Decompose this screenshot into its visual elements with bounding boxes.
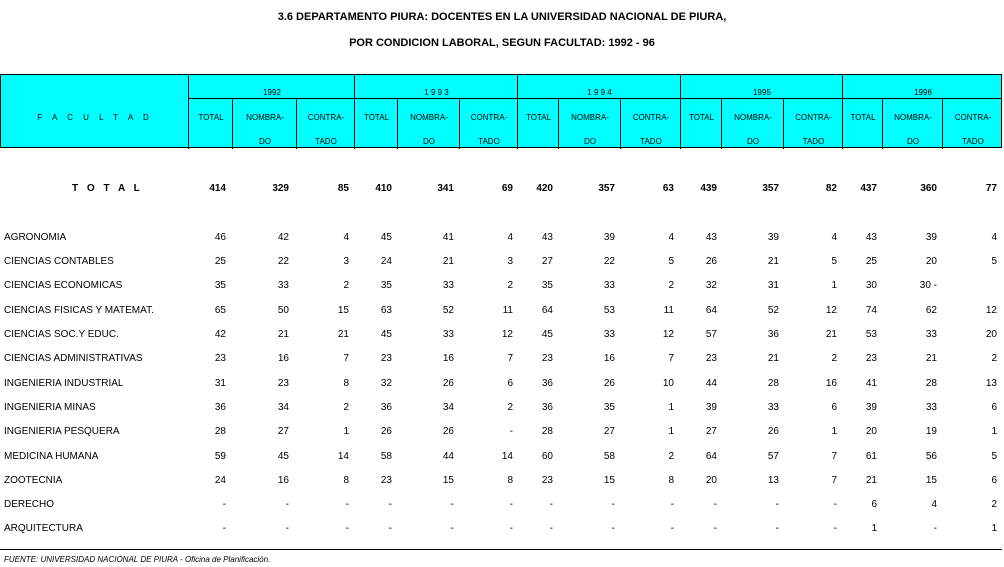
table-cell: 21 (865, 475, 877, 486)
table-cell: 64 (705, 305, 717, 316)
header-total: TOTAL (363, 113, 390, 122)
table-cell: 5 (991, 451, 997, 462)
table-cell: 57 (767, 451, 779, 462)
table-row (0, 280, 1004, 294)
table-cell: 1 (991, 426, 997, 437)
year-underline (680, 98, 842, 99)
table-cell: 39 (705, 402, 717, 413)
table-cell: 2 (668, 451, 674, 462)
table-cell: 16 (442, 353, 454, 364)
table-cell: 33 (442, 329, 454, 340)
table-cell: 25 (865, 256, 877, 267)
table-cell: 21 (442, 256, 454, 267)
table-cell: 36 (541, 378, 553, 389)
table-cell: 4 (931, 499, 937, 510)
table-cell: 44 (442, 451, 454, 462)
table-cell: - (345, 499, 349, 510)
year-underline (842, 98, 1002, 99)
row-faculty-name: MEDICINA HUMANA (4, 451, 99, 462)
table-cell: 43 (541, 232, 553, 243)
table-cell: 3 (507, 256, 513, 267)
table-cell: 7 (343, 353, 349, 364)
table-cell: 23 (541, 353, 553, 364)
header-contratado-2: TADO (962, 137, 984, 146)
table-row (0, 305, 1004, 319)
table-cell: 20 (985, 329, 997, 340)
table-cell: 420 (536, 183, 553, 194)
table-cell: 69 (501, 183, 513, 194)
table-cell: 13 (985, 378, 997, 389)
table-cell: 82 (825, 183, 837, 194)
table-cell: 26 (442, 378, 454, 389)
table-cell: 27 (541, 256, 553, 267)
table-cell: 1 (991, 523, 997, 534)
table-cell: 34 (277, 402, 289, 413)
header-nombrado-2: DO (907, 137, 919, 146)
table-cell: 52 (767, 305, 779, 316)
table-cell: 62 (925, 305, 937, 316)
row-faculty-name: AGRONOMIA (4, 232, 67, 243)
table-cell: 32 (380, 378, 392, 389)
table-cell: - (670, 499, 674, 510)
table-cell: 15 (603, 475, 615, 486)
year-label: 1 9 9 3 (424, 88, 449, 97)
year-underline (188, 98, 354, 99)
table-cell: 63 (662, 183, 674, 194)
table-cell: - (509, 426, 513, 437)
table-cell: 20 (705, 475, 717, 486)
table-cell: 2 (343, 280, 349, 291)
header-nombrado-1: NOMBRA- (734, 113, 772, 122)
table-cell: - (833, 499, 837, 510)
table-cell: 33 (925, 329, 937, 340)
header-contratado-2: TADO (315, 137, 337, 146)
source-note: FUENTE: UNIVERSIDAD NACIONAL DE PIURA - Oficina de Planificación. (4, 555, 271, 564)
table-cell: 20 (925, 256, 937, 267)
table-cell: 33 (603, 280, 615, 291)
table-cell: 12 (985, 305, 997, 316)
table-cell: 14 (337, 451, 349, 462)
header-contratado-1: CONTRA- (307, 113, 345, 122)
table-cell: 2 (668, 280, 674, 291)
table-cell: 39 (865, 402, 877, 413)
table-cell: 57 (705, 329, 717, 340)
header-nombrado-1: NOMBRA- (894, 113, 932, 122)
header-nombrado-2: DO (423, 137, 435, 146)
row-faculty-name: CIENCIAS ECONOMICAS (4, 280, 123, 291)
row-faculty-name: INGENIERIA INDUSTRIAL (4, 378, 124, 389)
table-cell: 39 (925, 232, 937, 243)
table-cell: 2 (831, 353, 837, 364)
table-cell: 437 (860, 183, 877, 194)
table-cell: 6 (507, 378, 513, 389)
table-cell: 2 (507, 280, 513, 291)
header-contratado-2: TADO (802, 137, 825, 146)
table-cell: 12 (825, 305, 837, 316)
table-cell: - (549, 499, 553, 510)
table-cell: 64 (541, 305, 553, 316)
table-cell: 6 (871, 499, 877, 510)
header-nombrado-2: DO (259, 137, 271, 146)
header-total: TOTAL (688, 113, 715, 122)
year-divider (517, 75, 518, 149)
table-cell: 33 (767, 402, 779, 413)
table-cell: 33 (277, 280, 289, 291)
table-cell: 414 (209, 183, 226, 194)
table-cell: - (388, 499, 392, 510)
table-cell: 21 (825, 329, 837, 340)
row-faculty-name: CIENCIAS ADMINISTRATIVAS (4, 353, 143, 364)
table-cell: - (549, 523, 553, 534)
year-underline (517, 98, 680, 99)
table-cell: - (222, 523, 226, 534)
table-cell: 35 (541, 280, 553, 291)
table-cell: 33 (603, 329, 615, 340)
table-cell: 26 (603, 378, 615, 389)
table-cell: 44 (705, 378, 717, 389)
table-cell: 16 (603, 353, 615, 364)
footer-divider (0, 549, 1002, 550)
table-cell: 28 (767, 378, 779, 389)
table-cell: - (713, 499, 717, 510)
header-nombrado-1: NOMBRA- (410, 113, 448, 122)
table-cell: 45 (541, 329, 553, 340)
table-cell: 50 (277, 305, 289, 316)
row-faculty-name: ZOOTECNIA (4, 475, 63, 486)
table-cell: 22 (603, 256, 615, 267)
table-cell: 36 (541, 402, 553, 413)
table-cell: 28 (541, 426, 553, 437)
table-cell: 8 (343, 475, 349, 486)
table-row (0, 451, 1004, 465)
table-cell: 4 (343, 232, 349, 243)
table-row (0, 402, 1004, 416)
table-cell: 21 (767, 256, 779, 267)
table-cell: - (611, 523, 615, 534)
table-cell: 5 (668, 256, 674, 267)
table-cell: 357 (598, 183, 615, 194)
table-cell: 1 (831, 280, 837, 291)
table-cell: 4 (668, 232, 674, 243)
table-cell: - (775, 499, 779, 510)
table-cell: - (450, 523, 454, 534)
table-row (0, 475, 1004, 489)
table-cell: 8 (343, 378, 349, 389)
table-cell: 42 (277, 232, 289, 243)
table-cell: - (222, 499, 226, 510)
table-cell: 410 (375, 183, 392, 194)
table-row (0, 378, 1004, 392)
table-cell: - (509, 523, 513, 534)
table-cell: 15 (337, 305, 349, 316)
table-cell: 1 (343, 426, 349, 437)
table-cell: 30 - (919, 280, 937, 291)
header-contratado-2: TADO (478, 137, 500, 146)
table-cell: 21 (337, 329, 349, 340)
header-contratado-1: CONTRA- (795, 113, 832, 122)
table-cell: 1 (668, 402, 674, 413)
table-cell: 19 (925, 426, 937, 437)
table-cell: 42 (214, 329, 226, 340)
table-title-line-2: POR CONDICION LABORAL, SEGUN FACULTAD: 1992 - 96 (349, 37, 655, 49)
year-label: 1996 (914, 88, 932, 97)
table-cell: 32 (705, 280, 717, 291)
table-cell: 21 (925, 353, 937, 364)
table-cell: 5 (831, 256, 837, 267)
table-cell: 11 (502, 305, 513, 316)
table-cell: 26 (767, 426, 779, 437)
table-cell: 28 (925, 378, 937, 389)
table-row (0, 256, 1004, 270)
table-cell: - (833, 523, 837, 534)
year-label: 1995 (753, 88, 771, 97)
table-cell: 23 (214, 353, 226, 364)
table-cell: 12 (501, 329, 513, 340)
totals-row (0, 183, 1004, 197)
table-cell: 36 (767, 329, 779, 340)
year-divider (188, 75, 189, 149)
table-cell: 1 (871, 523, 877, 534)
table-cell: 6 (831, 402, 837, 413)
table-cell: 26 (705, 256, 717, 267)
table-cell: 26 (442, 426, 454, 437)
table-row (0, 523, 1004, 537)
header-nombrado-1: NOMBRA- (246, 113, 284, 122)
table-cell: 33 (442, 280, 454, 291)
header-total: TOTAL (850, 113, 876, 122)
table-cell: 58 (603, 451, 615, 462)
table-cell: 15 (442, 475, 454, 486)
header-contratado-1: CONTRA- (470, 113, 508, 122)
table-cell: 21 (767, 353, 779, 364)
table-cell: 4 (831, 232, 837, 243)
table-cell: 23 (705, 353, 717, 364)
table-cell: 360 (920, 183, 937, 194)
table-cell: 2 (991, 353, 997, 364)
year-label: 1992 (263, 88, 281, 97)
table-cell: 24 (380, 256, 392, 267)
header-total: TOTAL (525, 113, 552, 122)
header-nombrado-1: NOMBRA- (571, 113, 609, 122)
table-cell: 341 (437, 183, 454, 194)
table-cell: 20 (865, 426, 877, 437)
table-cell: 21 (277, 329, 289, 340)
table-cell: 27 (277, 426, 289, 437)
table-cell: 36 (380, 402, 392, 413)
table-cell: 53 (603, 305, 615, 316)
table-cell: 60 (541, 451, 553, 462)
table-cell: 43 (865, 232, 877, 243)
table-cell: 5 (991, 256, 997, 267)
table-cell: 13 (767, 475, 779, 486)
table-cell: 23 (380, 353, 392, 364)
table-cell: 6 (991, 402, 997, 413)
row-faculty-name: INGENIERIA MINAS (4, 402, 96, 413)
table-cell: 7 (507, 353, 513, 364)
table-cell: 23 (865, 353, 877, 364)
year-label: 1 9 9 4 (587, 88, 612, 97)
year-divider (680, 75, 681, 149)
table-cell: 329 (272, 183, 289, 194)
table-cell: 85 (337, 183, 349, 194)
table-cell: 63 (380, 305, 392, 316)
table-cell: - (450, 499, 454, 510)
table-cell: 45 (380, 232, 392, 243)
table-cell: 1 (831, 426, 837, 437)
year-divider (354, 75, 355, 149)
table-row (0, 329, 1004, 343)
table-cell: - (611, 499, 615, 510)
table-row (0, 499, 1004, 513)
table-row (0, 426, 1004, 440)
table-cell: 31 (767, 280, 779, 291)
table-row (0, 232, 1004, 246)
row-faculty-name: INGENIERIA PESQUERA (4, 426, 120, 437)
table-cell: - (670, 523, 674, 534)
table-cell: 10 (662, 378, 674, 389)
table-cell: 59 (214, 451, 226, 462)
table-cell: 77 (985, 183, 997, 194)
table-cell: 12 (662, 329, 674, 340)
table-cell: 46 (214, 232, 226, 243)
year-divider (842, 75, 843, 149)
table-cell: 64 (705, 451, 717, 462)
table-cell: 22 (277, 256, 289, 267)
table-cell: 7 (831, 475, 837, 486)
table-cell: 2 (507, 402, 513, 413)
table-row (0, 353, 1004, 367)
table-cell: - (933, 523, 937, 534)
table-cell: 35 (603, 402, 615, 413)
row-faculty-name: CIENCIAS SOC.Y EDUC. (4, 329, 119, 340)
table-cell: 16 (825, 378, 837, 389)
table-cell: 39 (603, 232, 615, 243)
table-cell: 39 (767, 232, 779, 243)
table-cell: - (345, 523, 349, 534)
table-cell: 4 (507, 232, 513, 243)
table-cell: 6 (991, 475, 997, 486)
table-cell: 2 (991, 499, 997, 510)
table-cell: 8 (668, 475, 674, 486)
row-faculty-name: ARQUITECTURA (4, 523, 83, 534)
table-cell: 36 (214, 402, 226, 413)
header-total: TOTAL (198, 113, 224, 122)
table-cell: - (509, 499, 513, 510)
table-cell: 23 (380, 475, 392, 486)
table-cell: 357 (762, 183, 779, 194)
table-cell: 14 (501, 451, 513, 462)
table-cell: 33 (925, 402, 937, 413)
table-cell: 27 (705, 426, 717, 437)
table-cell: - (775, 523, 779, 534)
table-cell: 23 (541, 475, 553, 486)
table-cell: 11 (663, 305, 674, 316)
table-cell: 52 (442, 305, 454, 316)
table-cell: 30 (865, 280, 877, 291)
table-cell: 45 (277, 451, 289, 462)
table-cell: 65 (214, 305, 226, 316)
table-cell: 28 (214, 426, 226, 437)
table-cell: 74 (865, 305, 877, 316)
table-cell: 35 (214, 280, 226, 291)
header-contratado-1: CONTRA- (954, 113, 992, 122)
table-header (0, 74, 1002, 148)
table-cell: 2 (343, 402, 349, 413)
table-cell: 35 (380, 280, 392, 291)
year-underline (354, 98, 517, 99)
table-cell: 26 (380, 426, 392, 437)
table-cell: 3 (343, 256, 349, 267)
header-contratado-2: TADO (640, 137, 662, 146)
table-title-line-1: 3.6 DEPARTAMENTO PIURA: DOCENTES EN LA UNIVERSIDAD NACIONAL DE PIURA, (277, 11, 727, 23)
table-cell: 53 (865, 329, 877, 340)
table-cell: - (285, 523, 289, 534)
row-faculty-name: CIENCIAS FISICAS Y MATEMAT. (4, 305, 154, 316)
table-cell: 45 (380, 329, 392, 340)
table-cell: 43 (705, 232, 717, 243)
table-cell: 4 (991, 232, 997, 243)
table-cell: 61 (865, 451, 877, 462)
row-faculty-name: CIENCIAS CONTABLES (4, 256, 114, 267)
table-cell: - (713, 523, 717, 534)
table-cell: 7 (831, 451, 837, 462)
totals-label: T O T A L (72, 183, 143, 194)
table-cell: 56 (925, 451, 937, 462)
table-cell: 15 (925, 475, 937, 486)
table-cell: 439 (700, 183, 717, 194)
table-cell: 41 (865, 378, 877, 389)
table-cell: 25 (214, 256, 226, 267)
header-nombrado-2: DO (747, 137, 759, 146)
table-cell: 8 (507, 475, 513, 486)
table-cell: 24 (214, 475, 226, 486)
table-cell: 23 (277, 378, 289, 389)
table-cell: - (285, 499, 289, 510)
header-contratado-1: CONTRA- (632, 113, 670, 122)
table-cell: - (388, 523, 392, 534)
header-facultad: F A C U L T A D (37, 113, 153, 122)
table-cell: 1 (668, 426, 674, 437)
table-cell: 27 (603, 426, 615, 437)
table-cell: 31 (214, 378, 226, 389)
row-faculty-name: DERECHO (4, 499, 55, 510)
header-nombrado-2: DO (584, 137, 596, 146)
table-cell: 16 (277, 475, 289, 486)
table-cell: 16 (277, 353, 289, 364)
table-cell: 41 (442, 232, 454, 243)
table-cell: 34 (442, 402, 454, 413)
table-cell: 58 (380, 451, 392, 462)
table-cell: 7 (668, 353, 674, 364)
